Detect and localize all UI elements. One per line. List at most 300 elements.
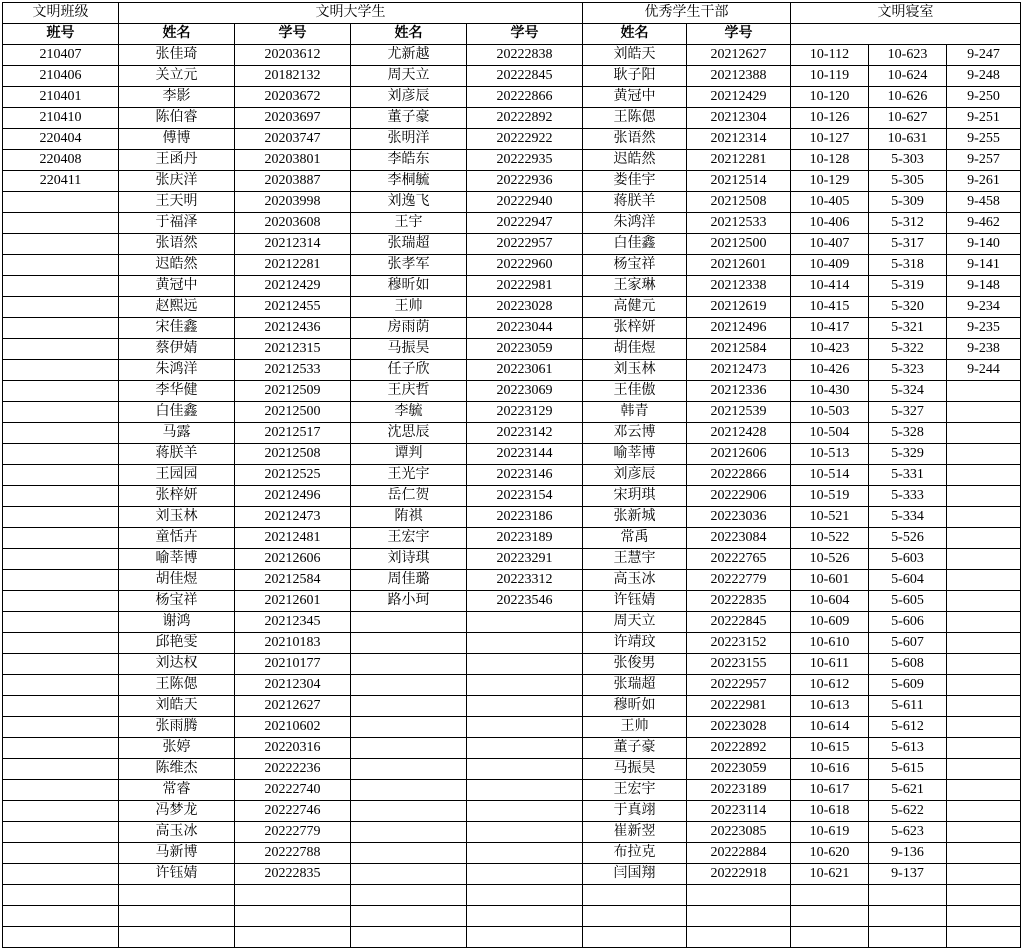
cell-class-number bbox=[3, 885, 119, 906]
cell-student-name: 王园园 bbox=[119, 465, 235, 486]
cell-student2-name: 张明洋 bbox=[351, 129, 467, 150]
cell-dorm-3 bbox=[947, 612, 1021, 633]
cell-student2-id bbox=[467, 759, 583, 780]
cell-dorm-2: 9-136 bbox=[869, 843, 947, 864]
cell-student-id: 20212496 bbox=[235, 486, 351, 507]
cell-dorm-2: 5-305 bbox=[869, 171, 947, 192]
header-group-student: 文明大学生 bbox=[119, 3, 583, 24]
table-row bbox=[3, 423, 1021, 444]
cell-cadre-id: 20222835 bbox=[687, 591, 791, 612]
cell-student2-id bbox=[467, 654, 583, 675]
cell-student-id bbox=[235, 927, 351, 948]
cell-class-number bbox=[3, 528, 119, 549]
cell-dorm-1: 10-619 bbox=[791, 822, 869, 843]
cell-student-name: 刘皓天 bbox=[119, 696, 235, 717]
cell-dorm-1: 10-604 bbox=[791, 591, 869, 612]
cell-student-id: 20210177 bbox=[235, 654, 351, 675]
cell-cadre-id: 20222845 bbox=[687, 612, 791, 633]
cell-dorm-2: 5-612 bbox=[869, 717, 947, 738]
cell-cadre-name: 刘玉林 bbox=[583, 360, 687, 381]
table-row bbox=[3, 507, 1021, 528]
cell-dorm-2: 5-604 bbox=[869, 570, 947, 591]
cell-dorm-2: 5-615 bbox=[869, 759, 947, 780]
table-row bbox=[3, 738, 1021, 759]
cell-student2-id: 20223129 bbox=[467, 402, 583, 423]
header-col-name-2: 姓名 bbox=[351, 24, 467, 45]
cell-cadre-id: 20212514 bbox=[687, 171, 791, 192]
cell-dorm-2: 5-608 bbox=[869, 654, 947, 675]
cell-dorm-1: 10-614 bbox=[791, 717, 869, 738]
cell-student2-name: 刘逸飞 bbox=[351, 192, 467, 213]
cell-cadre-name: 崔新翌 bbox=[583, 822, 687, 843]
cell-student2-id: 20223142 bbox=[467, 423, 583, 444]
cell-dorm-3 bbox=[947, 822, 1021, 843]
cell-dorm-2: 5-329 bbox=[869, 444, 947, 465]
cell-cadre-id: 20212601 bbox=[687, 255, 791, 276]
cell-class-number bbox=[3, 423, 119, 444]
cell-class-number bbox=[3, 339, 119, 360]
header-col-id-1: 学号 bbox=[235, 24, 351, 45]
cell-student2-name: 房雨荫 bbox=[351, 318, 467, 339]
cell-student-name: 张婷 bbox=[119, 738, 235, 759]
header-col-id-2: 学号 bbox=[467, 24, 583, 45]
cell-student2-id: 20222845 bbox=[467, 66, 583, 87]
cell-student2-name: 刘彦辰 bbox=[351, 87, 467, 108]
cell-cadre-id: 20223152 bbox=[687, 633, 791, 654]
cell-dorm-3: 9-462 bbox=[947, 213, 1021, 234]
cell-dorm-1: 10-126 bbox=[791, 108, 869, 129]
cell-class-number: 220404 bbox=[3, 129, 119, 150]
cell-student2-name bbox=[351, 927, 467, 948]
cell-cadre-name: 胡佳煜 bbox=[583, 339, 687, 360]
cell-student-id: 20222740 bbox=[235, 780, 351, 801]
table-row bbox=[3, 444, 1021, 465]
cell-student-id: 20212281 bbox=[235, 255, 351, 276]
cell-cadre-name: 韩青 bbox=[583, 402, 687, 423]
cell-cadre-name: 布拉克 bbox=[583, 843, 687, 864]
cell-cadre-id: 20223059 bbox=[687, 759, 791, 780]
cell-student-id: 20212455 bbox=[235, 297, 351, 318]
table-row bbox=[3, 570, 1021, 591]
cell-student-name: 王陈偲 bbox=[119, 675, 235, 696]
cell-class-number bbox=[3, 780, 119, 801]
cell-student-id: 20212429 bbox=[235, 276, 351, 297]
cell-student2-name: 周佳璐 bbox=[351, 570, 467, 591]
cell-dorm-2: 5-623 bbox=[869, 822, 947, 843]
table-row bbox=[3, 486, 1021, 507]
cell-student-id: 20203608 bbox=[235, 213, 351, 234]
cell-dorm-2: 5-319 bbox=[869, 276, 947, 297]
table-row bbox=[3, 759, 1021, 780]
cell-dorm-1: 10-609 bbox=[791, 612, 869, 633]
cell-dorm-1: 10-119 bbox=[791, 66, 869, 87]
cell-cadre-id: 20212336 bbox=[687, 381, 791, 402]
cell-dorm-1: 10-504 bbox=[791, 423, 869, 444]
cell-student2-id bbox=[467, 864, 583, 885]
cell-dorm-3 bbox=[947, 402, 1021, 423]
cell-cadre-id: 20222981 bbox=[687, 696, 791, 717]
cell-cadre-name: 常禹 bbox=[583, 528, 687, 549]
cell-cadre-id: 20212533 bbox=[687, 213, 791, 234]
cell-dorm-3 bbox=[947, 864, 1021, 885]
cell-dorm-3 bbox=[947, 654, 1021, 675]
cell-student2-id bbox=[467, 780, 583, 801]
cell-cadre-id: 20212508 bbox=[687, 192, 791, 213]
cell-dorm-1: 10-526 bbox=[791, 549, 869, 570]
cell-class-number: 210406 bbox=[3, 66, 119, 87]
table-row bbox=[3, 234, 1021, 255]
cell-student-id: 20222779 bbox=[235, 822, 351, 843]
cell-cadre-id: 20223114 bbox=[687, 801, 791, 822]
cell-student-id: 20203998 bbox=[235, 192, 351, 213]
cell-class-number bbox=[3, 696, 119, 717]
cell-cadre-name: 张梓妍 bbox=[583, 318, 687, 339]
cell-dorm-2: 5-613 bbox=[869, 738, 947, 759]
cell-cadre-name: 张新城 bbox=[583, 507, 687, 528]
cell-dorm-2: 5-318 bbox=[869, 255, 947, 276]
cell-dorm-1: 10-128 bbox=[791, 150, 869, 171]
cell-cadre-name: 喻莘博 bbox=[583, 444, 687, 465]
cell-cadre-name: 王帅 bbox=[583, 717, 687, 738]
cell-dorm-1: 10-514 bbox=[791, 465, 869, 486]
cell-cadre-id: 20212627 bbox=[687, 45, 791, 66]
cell-student2-id: 20223044 bbox=[467, 318, 583, 339]
cell-class-number bbox=[3, 675, 119, 696]
cell-cadre-id: 20212388 bbox=[687, 66, 791, 87]
cell-student-name: 张庆洋 bbox=[119, 171, 235, 192]
table-row bbox=[3, 66, 1021, 87]
table-row bbox=[3, 318, 1021, 339]
table-row bbox=[3, 612, 1021, 633]
cell-dorm-1: 10-620 bbox=[791, 843, 869, 864]
cell-student2-name bbox=[351, 843, 467, 864]
cell-student-name: 迟皓然 bbox=[119, 255, 235, 276]
cell-dorm-1: 10-503 bbox=[791, 402, 869, 423]
cell-student-name: 刘达权 bbox=[119, 654, 235, 675]
cell-dorm-1: 10-406 bbox=[791, 213, 869, 234]
cell-student-name: 关立元 bbox=[119, 66, 235, 87]
table-row bbox=[3, 129, 1021, 150]
cell-class-number bbox=[3, 822, 119, 843]
cell-student2-id: 20223546 bbox=[467, 591, 583, 612]
cell-cadre-id: 20222957 bbox=[687, 675, 791, 696]
cell-student-id: 20212606 bbox=[235, 549, 351, 570]
cell-dorm-2: 5-611 bbox=[869, 696, 947, 717]
cell-student-id: 20222236 bbox=[235, 759, 351, 780]
cell-student2-name: 张孝军 bbox=[351, 255, 467, 276]
cell-student2-id: 20223291 bbox=[467, 549, 583, 570]
cell-student2-name bbox=[351, 906, 467, 927]
cell-dorm-2: 5-312 bbox=[869, 213, 947, 234]
cell-cadre-name: 张瑞超 bbox=[583, 675, 687, 696]
cell-cadre-name: 耿子阳 bbox=[583, 66, 687, 87]
cell-dorm-3: 9-141 bbox=[947, 255, 1021, 276]
cell-student2-id: 20222922 bbox=[467, 129, 583, 150]
table-row bbox=[3, 696, 1021, 717]
cell-student-id: 20212345 bbox=[235, 612, 351, 633]
cell-student-id: 20212315 bbox=[235, 339, 351, 360]
cell-dorm-2: 5-607 bbox=[869, 633, 947, 654]
cell-student-name: 陈伯睿 bbox=[119, 108, 235, 129]
cell-class-number bbox=[3, 192, 119, 213]
cell-student-id: 20210602 bbox=[235, 717, 351, 738]
cell-cadre-name bbox=[583, 906, 687, 927]
cell-cadre-id: 20222918 bbox=[687, 864, 791, 885]
cell-cadre-name: 邓云博 bbox=[583, 423, 687, 444]
cell-student2-name bbox=[351, 801, 467, 822]
cell-student-name: 王天明 bbox=[119, 192, 235, 213]
cell-student-id: 20220316 bbox=[235, 738, 351, 759]
cell-student2-name: 陏祺 bbox=[351, 507, 467, 528]
cell-dorm-3 bbox=[947, 528, 1021, 549]
cell-class-number bbox=[3, 381, 119, 402]
cell-dorm-3 bbox=[947, 843, 1021, 864]
cell-cadre-name: 高玉冰 bbox=[583, 570, 687, 591]
cell-class-number bbox=[3, 318, 119, 339]
cell-student2-name bbox=[351, 633, 467, 654]
cell-student2-id bbox=[467, 633, 583, 654]
cell-class-number bbox=[3, 843, 119, 864]
cell-student-id: 20203697 bbox=[235, 108, 351, 129]
cell-class-number bbox=[3, 444, 119, 465]
cell-student-id: 20212584 bbox=[235, 570, 351, 591]
cell-class-number bbox=[3, 927, 119, 948]
cell-student-name: 李华健 bbox=[119, 381, 235, 402]
cell-cadre-name: 娄佳宇 bbox=[583, 171, 687, 192]
cell-student2-id: 20223069 bbox=[467, 381, 583, 402]
cell-student-name: 马露 bbox=[119, 423, 235, 444]
cell-student2-name: 路小珂 bbox=[351, 591, 467, 612]
cell-class-number bbox=[3, 486, 119, 507]
cell-student2-name bbox=[351, 864, 467, 885]
cell-dorm-1: 10-129 bbox=[791, 171, 869, 192]
cell-student-name: 赵熙远 bbox=[119, 297, 235, 318]
cell-student-id: 20222746 bbox=[235, 801, 351, 822]
cell-cadre-id: 20223036 bbox=[687, 507, 791, 528]
cell-cadre-id bbox=[687, 885, 791, 906]
cell-student2-name bbox=[351, 612, 467, 633]
cell-dorm-1: 10-621 bbox=[791, 864, 869, 885]
cell-cadre-name: 迟皓然 bbox=[583, 150, 687, 171]
cell-cadre-id: 20212429 bbox=[687, 87, 791, 108]
cell-student2-id: 20222936 bbox=[467, 171, 583, 192]
cell-student-name: 冯梦龙 bbox=[119, 801, 235, 822]
cell-cadre-name: 穆昕如 bbox=[583, 696, 687, 717]
cell-cadre-id: 20222892 bbox=[687, 738, 791, 759]
cell-cadre-id: 20212539 bbox=[687, 402, 791, 423]
cell-class-number: 220408 bbox=[3, 150, 119, 171]
cell-student2-name bbox=[351, 780, 467, 801]
cell-student2-id bbox=[467, 696, 583, 717]
cell-student-name: 陈维杰 bbox=[119, 759, 235, 780]
cell-student2-id bbox=[467, 738, 583, 759]
cell-cadre-name: 张俊男 bbox=[583, 654, 687, 675]
cell-student2-name: 王宏宇 bbox=[351, 528, 467, 549]
cell-dorm-3: 9-255 bbox=[947, 129, 1021, 150]
cell-student2-id bbox=[467, 843, 583, 864]
cell-dorm-1 bbox=[791, 927, 869, 948]
cell-dorm-2: 10-627 bbox=[869, 108, 947, 129]
cell-dorm-3: 9-244 bbox=[947, 360, 1021, 381]
table-row bbox=[3, 549, 1021, 570]
cell-student2-name: 李毓 bbox=[351, 402, 467, 423]
cell-student2-name: 张瑞超 bbox=[351, 234, 467, 255]
cell-dorm-3: 9-234 bbox=[947, 297, 1021, 318]
cell-dorm-3 bbox=[947, 759, 1021, 780]
cell-dorm-1: 10-521 bbox=[791, 507, 869, 528]
cell-dorm-3 bbox=[947, 780, 1021, 801]
cell-student2-name: 穆昕如 bbox=[351, 276, 467, 297]
cell-student-id: 20212517 bbox=[235, 423, 351, 444]
cell-dorm-2: 5-334 bbox=[869, 507, 947, 528]
cell-student2-id: 20223146 bbox=[467, 465, 583, 486]
cell-student-id bbox=[235, 906, 351, 927]
cell-student-name: 马新博 bbox=[119, 843, 235, 864]
cell-student2-id: 20223059 bbox=[467, 339, 583, 360]
cell-dorm-3 bbox=[947, 696, 1021, 717]
cell-student2-name: 岳仁贺 bbox=[351, 486, 467, 507]
cell-student-id: 20203672 bbox=[235, 87, 351, 108]
cell-student-name: 张佳琦 bbox=[119, 45, 235, 66]
cell-dorm-2: 9-137 bbox=[869, 864, 947, 885]
cell-student-name: 杨宝祥 bbox=[119, 591, 235, 612]
table-row bbox=[3, 780, 1021, 801]
cell-student2-name: 董子豪 bbox=[351, 108, 467, 129]
cell-student2-id: 20223154 bbox=[467, 486, 583, 507]
cell-dorm-2: 5-622 bbox=[869, 801, 947, 822]
cell-student-name: 于福泽 bbox=[119, 213, 235, 234]
cell-dorm-3 bbox=[947, 633, 1021, 654]
cell-cadre-id: 20212500 bbox=[687, 234, 791, 255]
table-row bbox=[3, 402, 1021, 423]
cell-cadre-id: 20212338 bbox=[687, 276, 791, 297]
cell-dorm-3: 9-257 bbox=[947, 150, 1021, 171]
table-row bbox=[3, 339, 1021, 360]
cell-student2-name: 任子欣 bbox=[351, 360, 467, 381]
cell-student-name: 高玉冰 bbox=[119, 822, 235, 843]
cell-student-name: 谢鸿 bbox=[119, 612, 235, 633]
cell-student-name: 常睿 bbox=[119, 780, 235, 801]
cell-student-name: 张雨腾 bbox=[119, 717, 235, 738]
cell-dorm-2: 5-333 bbox=[869, 486, 947, 507]
cell-cadre-id: 20223189 bbox=[687, 780, 791, 801]
cell-cadre-name: 马振昊 bbox=[583, 759, 687, 780]
cell-student2-id: 20222838 bbox=[467, 45, 583, 66]
cell-cadre-id: 20223085 bbox=[687, 822, 791, 843]
cell-cadre-id: 20212584 bbox=[687, 339, 791, 360]
cell-student2-name: 刘诗琪 bbox=[351, 549, 467, 570]
cell-student2-name bbox=[351, 717, 467, 738]
cell-student-id: 20222835 bbox=[235, 864, 351, 885]
table-row bbox=[3, 675, 1021, 696]
cell-class-number bbox=[3, 213, 119, 234]
cell-dorm-1: 10-120 bbox=[791, 87, 869, 108]
cell-cadre-id: 20212619 bbox=[687, 297, 791, 318]
cell-student2-name bbox=[351, 759, 467, 780]
cell-dorm-3 bbox=[947, 444, 1021, 465]
cell-cadre-id: 20212314 bbox=[687, 129, 791, 150]
cell-cadre-name bbox=[583, 885, 687, 906]
cell-student2-id bbox=[467, 885, 583, 906]
cell-dorm-3: 9-238 bbox=[947, 339, 1021, 360]
cell-student2-name: 王光宇 bbox=[351, 465, 467, 486]
cell-student-name: 刘玉林 bbox=[119, 507, 235, 528]
cell-dorm-3: 9-248 bbox=[947, 66, 1021, 87]
cell-dorm-3 bbox=[947, 465, 1021, 486]
cell-dorm-1: 10-112 bbox=[791, 45, 869, 66]
cell-cadre-id: 20212473 bbox=[687, 360, 791, 381]
cell-dorm-2: 10-624 bbox=[869, 66, 947, 87]
cell-dorm-2 bbox=[869, 927, 947, 948]
cell-student-id: 20212627 bbox=[235, 696, 351, 717]
cell-class-number bbox=[3, 612, 119, 633]
cell-cadre-name: 刘皓天 bbox=[583, 45, 687, 66]
table-header-col-row bbox=[3, 24, 1021, 45]
cell-student2-name: 李桐毓 bbox=[351, 171, 467, 192]
cell-student2-id: 20222866 bbox=[467, 87, 583, 108]
cell-dorm-2: 5-322 bbox=[869, 339, 947, 360]
table-row bbox=[3, 192, 1021, 213]
cell-dorm-1: 10-611 bbox=[791, 654, 869, 675]
cell-dorm-1: 10-423 bbox=[791, 339, 869, 360]
cell-dorm-2: 5-324 bbox=[869, 381, 947, 402]
cell-class-number bbox=[3, 801, 119, 822]
cell-class-number: 210410 bbox=[3, 108, 119, 129]
cell-dorm-1 bbox=[791, 885, 869, 906]
header-group-dorm: 文明寝室 bbox=[791, 3, 1021, 24]
cell-dorm-3 bbox=[947, 906, 1021, 927]
cell-student2-name bbox=[351, 675, 467, 696]
cell-student-name: 童恬卉 bbox=[119, 528, 235, 549]
cell-dorm-1: 10-616 bbox=[791, 759, 869, 780]
cell-dorm-1: 10-522 bbox=[791, 528, 869, 549]
table-row bbox=[3, 171, 1021, 192]
cell-class-number bbox=[3, 738, 119, 759]
header-col-name-1: 姓名 bbox=[119, 24, 235, 45]
cell-student-name: 王函丹 bbox=[119, 150, 235, 171]
cell-cadre-id: 20222765 bbox=[687, 549, 791, 570]
cell-class-number bbox=[3, 255, 119, 276]
cell-cadre-name: 董子豪 bbox=[583, 738, 687, 759]
cell-dorm-1: 10-513 bbox=[791, 444, 869, 465]
cell-dorm-2: 5-606 bbox=[869, 612, 947, 633]
cell-cadre-id: 20212281 bbox=[687, 150, 791, 171]
table-row bbox=[3, 528, 1021, 549]
cell-dorm-1: 10-618 bbox=[791, 801, 869, 822]
cell-class-number bbox=[3, 507, 119, 528]
cell-student-name: 傅博 bbox=[119, 129, 235, 150]
cell-cadre-name: 许靖玟 bbox=[583, 633, 687, 654]
cell-student2-name bbox=[351, 885, 467, 906]
cell-dorm-1: 10-610 bbox=[791, 633, 869, 654]
cell-student2-id: 20222947 bbox=[467, 213, 583, 234]
cell-student2-name: 王帅 bbox=[351, 297, 467, 318]
cell-dorm-3: 9-140 bbox=[947, 234, 1021, 255]
cell-student2-id bbox=[467, 612, 583, 633]
cell-cadre-id: 20223084 bbox=[687, 528, 791, 549]
cell-cadre-id: 20212606 bbox=[687, 444, 791, 465]
cell-class-number bbox=[3, 234, 119, 255]
cell-cadre-name: 王家琳 bbox=[583, 276, 687, 297]
table-body bbox=[3, 3, 1021, 948]
table-row bbox=[3, 885, 1021, 906]
cell-student-id: 20212304 bbox=[235, 675, 351, 696]
table-row bbox=[3, 591, 1021, 612]
header-col-banhao: 班号 bbox=[3, 24, 119, 45]
cell-student-id: 20212436 bbox=[235, 318, 351, 339]
cell-student-id: 20212525 bbox=[235, 465, 351, 486]
cell-cadre-name: 刘彦辰 bbox=[583, 465, 687, 486]
